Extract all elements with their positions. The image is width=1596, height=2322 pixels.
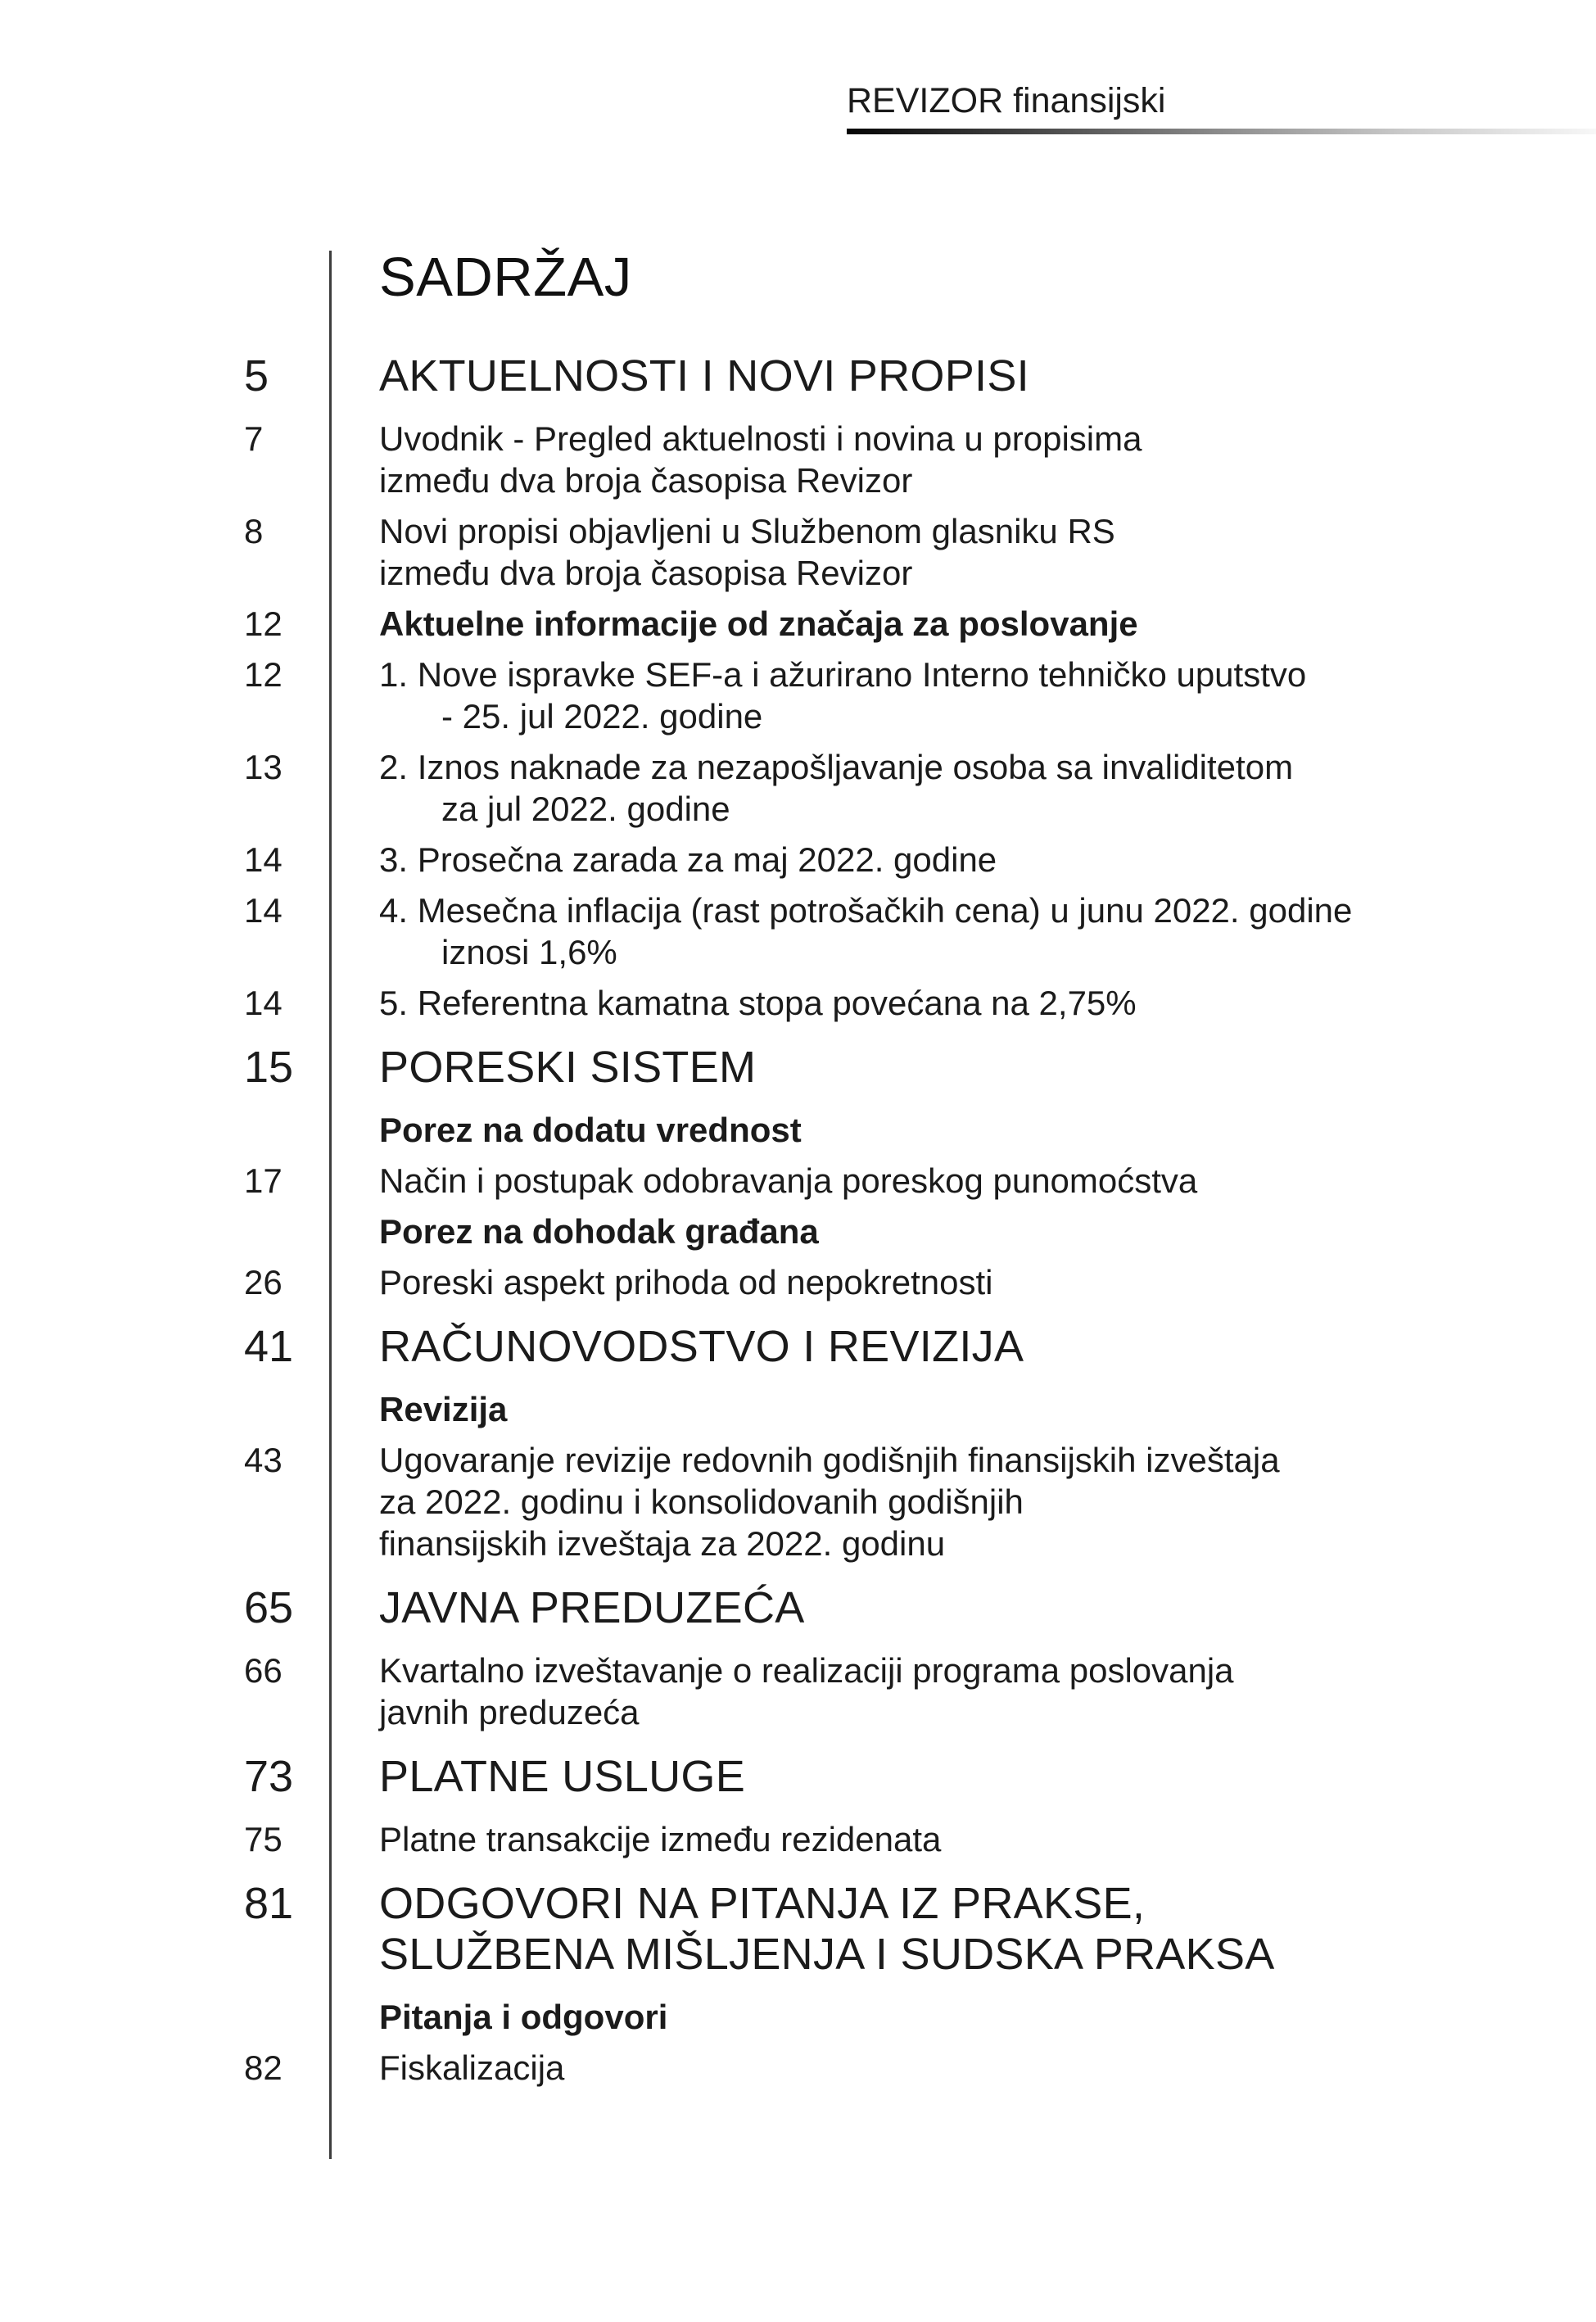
toc-page-number: 81	[244, 1879, 294, 1928]
toc-entry-line: finansijskih izveštaja za 2022. godinu	[379, 1524, 946, 1563]
toc-page-number: 15	[244, 1043, 294, 1092]
toc-entry-line: Novi propisi objavljeni u Službenom glasniku RS	[379, 512, 1115, 550]
toc	[244, 242, 1571, 2098]
toc-row	[244, 418, 1571, 501]
toc-row	[244, 1388, 1571, 1430]
toc-page-number: 26	[244, 1263, 283, 1301]
toc-page-number: 7	[244, 419, 264, 458]
toc-page-number: 13	[244, 748, 283, 786]
toc-page-number: 14	[244, 891, 283, 930]
brand-title: REVIZOR finansijski	[847, 81, 1166, 120]
toc-entry-line: RAČUNOVODSTVO I REVIZIJA	[379, 1322, 1024, 1371]
toc-entry-line: Poreski aspekt prihoda od nepokretnosti	[379, 1263, 993, 1301]
header-gradient-rule	[847, 129, 1596, 134]
toc-row	[244, 1582, 1571, 1633]
toc-entry-line: JAVNA PREDUZEĆA	[379, 1583, 805, 1632]
toc-entry-text	[379, 1042, 1571, 1093]
toc-entry-line: ODGOVORI NA PITANJA IZ PRAKSE,	[379, 1879, 1146, 1928]
toc-entry-text	[379, 982, 1571, 1024]
toc-entry-line: Pitanja i odgovori	[379, 1998, 668, 2036]
toc-entry-text	[379, 1818, 1571, 1860]
toc-entry-line: PLATNE USLUGE	[379, 1752, 746, 1801]
toc-row	[244, 1109, 1571, 1151]
toc-page-number: 8	[244, 512, 264, 550]
toc-page-number: 43	[244, 1441, 283, 1479]
toc-page-number: 75	[244, 1820, 283, 1858]
toc-page-number: 17	[244, 1161, 283, 1200]
toc-row	[244, 889, 1571, 973]
toc-entry-text	[379, 1439, 1571, 1564]
toc-entry-text	[379, 839, 1571, 880]
toc-entry-text	[379, 889, 1571, 973]
toc-entry-line: iznosi 1,6%	[441, 933, 617, 971]
toc-page-number: 14	[244, 984, 283, 1022]
toc-row	[244, 1321, 1571, 1372]
toc-page-number: 12	[244, 604, 283, 643]
toc-row	[244, 1878, 1571, 1980]
toc-entry-line: 2. Iznos naknade za nezapošljavanje osoba sa invaliditetom	[379, 748, 1294, 786]
toc-entry-line: Revizija	[379, 1390, 508, 1428]
toc-entry-text	[379, 1109, 1571, 1151]
toc-row	[244, 746, 1571, 830]
toc-entry-line: za jul 2022. godine	[441, 790, 730, 828]
toc-entry-text	[379, 510, 1571, 594]
toc-entry-line: - 25. jul 2022. godine	[441, 697, 763, 736]
toc-entry-line: Način i postupak odobravanja poreskog punomoćstva	[379, 1161, 1198, 1200]
toc-entry-text	[379, 1321, 1571, 1372]
toc-entry-line: Platne transakcije između rezidenata	[379, 1820, 942, 1858]
toc-entry-text	[379, 1878, 1571, 1980]
toc-row	[244, 351, 1571, 401]
toc-page-number: 12	[244, 655, 283, 694]
toc-page-number: 66	[244, 1651, 283, 1690]
toc-entry-line: AKTUELNOSTI I NOVI PROPISI	[379, 351, 1029, 401]
toc-entry-text	[379, 1388, 1571, 1430]
toc-row	[244, 982, 1571, 1024]
toc-entry-text	[379, 746, 1571, 830]
toc-entry-text	[379, 603, 1571, 645]
toc-entry-text	[379, 1211, 1571, 1252]
toc-entry-line: Porez na dodatu vrednost	[379, 1111, 802, 1149]
toc-page-number: 65	[244, 1583, 294, 1632]
toc-entry-line: 5. Referentna kamatna stopa povećana na 2,75%	[379, 984, 1137, 1022]
toc-row	[244, 1261, 1571, 1303]
toc-row	[244, 1996, 1571, 2038]
toc-row	[244, 839, 1571, 880]
toc-entry-line: Aktuelne informacije od značaja za poslovanje	[379, 604, 1138, 643]
toc-entry-text	[379, 654, 1571, 737]
page-title: SADRŽAJ	[379, 247, 632, 308]
toc-row	[244, 1211, 1571, 1252]
toc-row	[244, 654, 1571, 737]
toc-entry-line: 4. Mesečna inflacija (rast potrošačkih cena) u junu 2022. godine	[379, 891, 1353, 930]
toc-row	[244, 510, 1571, 594]
toc-page-number: 41	[244, 1322, 294, 1371]
toc-page-number: 5	[244, 351, 269, 401]
toc-page-number: 14	[244, 840, 283, 879]
toc-entry-text	[379, 351, 1571, 401]
toc-row	[244, 603, 1571, 645]
toc-entry-text	[379, 1261, 1571, 1303]
toc-entry-line: za 2022. godinu i konsolidovanih godišnjih	[379, 1482, 1024, 1521]
toc-row	[244, 1042, 1571, 1093]
toc-row	[244, 1650, 1571, 1733]
toc-entry-text	[379, 2047, 1571, 2089]
toc-row	[244, 2047, 1571, 2089]
toc-row	[244, 1818, 1571, 1860]
toc-entry-text	[379, 1751, 1571, 1802]
toc-entry-line: Ugovaranje revizije redovnih godišnjih finansijskih izveštaja	[379, 1441, 1280, 1479]
toc-entry-text	[379, 418, 1571, 501]
toc-entry-line: 1. Nove ispravke SEF-a i ažurirano Interno tehničko uputstvo	[379, 655, 1307, 694]
toc-row	[244, 1160, 1571, 1202]
toc-entry-text	[379, 1650, 1571, 1733]
toc-entry-line: 3. Prosečna zarada za maj 2022. godine	[379, 840, 997, 879]
toc-entry-line: PORESKI SISTEM	[379, 1043, 757, 1092]
toc-entry-line: između dva broja časopisa Revizor	[379, 461, 913, 500]
toc-entry-line: Kvartalno izveštavanje o realizaciji programa poslovanja	[379, 1651, 1234, 1690]
toc-page-number: 73	[244, 1752, 294, 1801]
toc-entry-line: Fiskalizacija	[379, 2048, 565, 2087]
toc-entries	[244, 351, 1571, 2089]
toc-entry-line: Uvodnik - Pregled aktuelnosti i novina u propisima	[379, 419, 1142, 458]
toc-row	[244, 1439, 1571, 1564]
toc-entry-text	[379, 1582, 1571, 1633]
toc-entry-text	[379, 1160, 1571, 1202]
toc-entry-line: javnih preduzeća	[379, 1693, 640, 1731]
toc-entry-text	[379, 1996, 1571, 2038]
toc-page-number: 82	[244, 2048, 283, 2087]
toc-entry-line: Porez na dohodak građana	[379, 1212, 819, 1251]
toc-row	[244, 1751, 1571, 1802]
toc-entry-line: između dva broja časopisa Revizor	[379, 554, 913, 592]
toc-entry-line: SLUŽBENA MIŠLJENJA I SUDSKA PRAKSA	[379, 1930, 1275, 1979]
